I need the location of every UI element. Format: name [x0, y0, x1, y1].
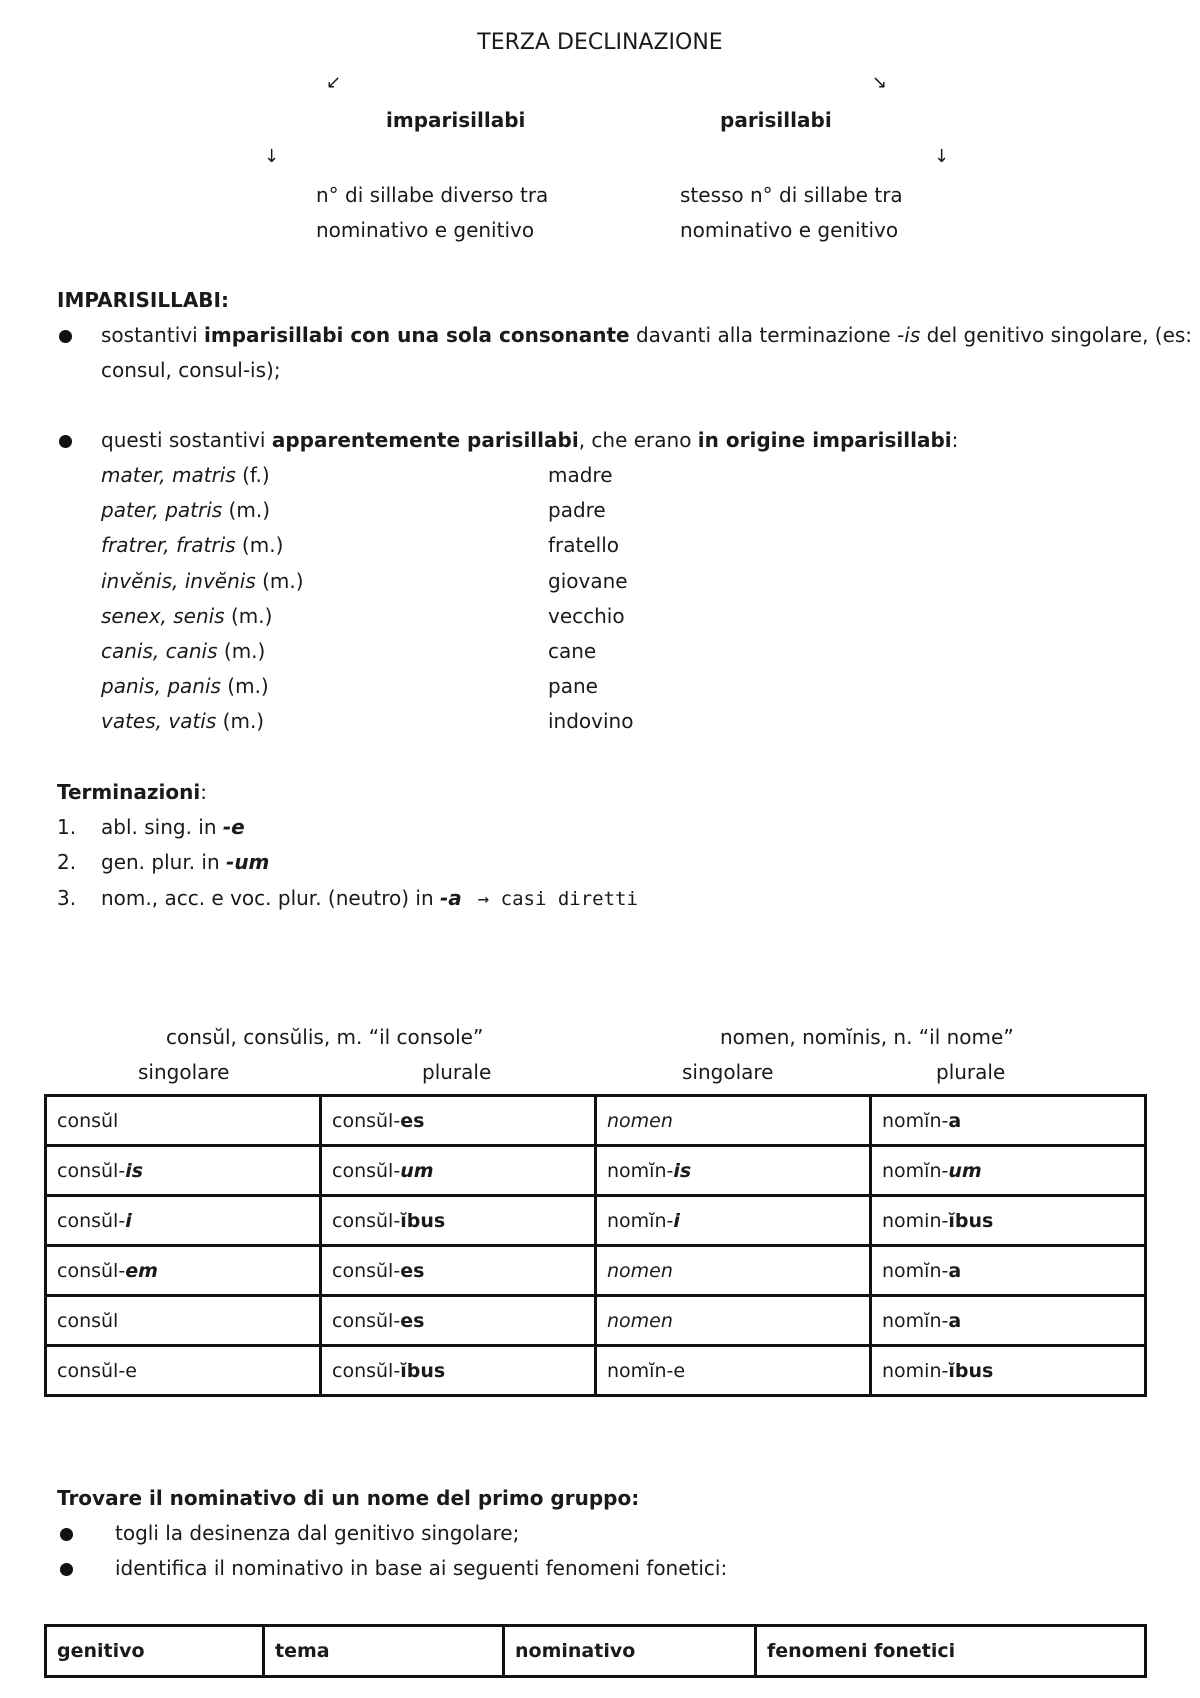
list-number: 3. [57, 886, 77, 910]
text-span: sostantivi [101, 323, 204, 347]
table-cell [46, 1196, 321, 1246]
list-number: 2. [57, 850, 77, 874]
table-cell [46, 1296, 321, 1346]
table-row [46, 1346, 1146, 1396]
word-ending: em [125, 1259, 158, 1282]
word-stem: nomĭn- [882, 1159, 949, 1182]
text-span: davanti alla terminazione [629, 323, 898, 347]
list-number: 1. [57, 815, 77, 839]
bold-span: imparisillabi con una sola consonante [204, 323, 630, 347]
text-span: questi sostantivi [101, 428, 272, 452]
word-entry [101, 463, 270, 487]
word-stem: nomĭn- [607, 1209, 674, 1232]
word-entry [101, 604, 272, 628]
latin-word: vates, vatis [101, 709, 217, 733]
word-entry [101, 498, 270, 522]
table-cell [596, 1096, 871, 1146]
section-heading-trovare: Trovare il nominativo di un nome del primo gruppo: [57, 1486, 640, 1510]
table-row [46, 1296, 1146, 1346]
word-ending: ĭbus [400, 1209, 446, 1232]
table-cell [871, 1296, 1146, 1346]
bullet-icon [59, 330, 72, 343]
word-stem: nomĭn- [607, 1159, 674, 1182]
table-cell [871, 1096, 1146, 1146]
word-meaning: madre [548, 463, 613, 487]
gender-label: (m.) [235, 533, 284, 557]
table-cell [596, 1246, 871, 1296]
ending-span: -a [439, 886, 462, 910]
word-ending: a [948, 1259, 962, 1282]
parisillabi-description-line1: stesso n° di sillabe tra [680, 183, 903, 207]
ending-span: -e [222, 815, 245, 839]
bold-span: apparentemente parisillabi [271, 428, 579, 452]
table-cell [596, 1196, 871, 1246]
terminazione-item [101, 850, 269, 874]
latin-word: fratrer, fratris [101, 533, 236, 557]
word-stem: nomen [607, 1309, 673, 1332]
table-row [46, 1196, 1146, 1246]
word-ending: ĭbus [400, 1359, 446, 1382]
word-ending: a [948, 1309, 962, 1332]
table-cell [596, 1296, 871, 1346]
text-span: del genitivo singolare, (es: [920, 323, 1193, 347]
header-cell-fenomeni: fenomeni fonetici [756, 1626, 1146, 1677]
word-entry [101, 569, 304, 593]
word-ending: i [673, 1209, 680, 1232]
arrow-down-icon: ↓ [934, 146, 950, 167]
header-cell-tema: tema [264, 1626, 504, 1677]
word-stem: nomin- [882, 1359, 949, 1382]
table-cell [46, 1346, 321, 1396]
word-entry [101, 639, 265, 663]
table-cell [596, 1346, 871, 1396]
word-stem: consŭl- [57, 1359, 126, 1382]
column-label: plurale [422, 1060, 492, 1084]
table-cell [46, 1246, 321, 1296]
bullet-text-imparisillabi [101, 323, 1192, 347]
gender-label: (m.) [222, 498, 271, 522]
word-stem: consŭl- [332, 1359, 401, 1382]
annotation-span: → casi diretti [477, 888, 638, 910]
table-cell [46, 1146, 321, 1196]
word-stem: consŭl [57, 1309, 119, 1332]
word-stem: consŭl- [332, 1209, 401, 1232]
word-ending: is [673, 1159, 692, 1182]
table-row [46, 1146, 1146, 1196]
word-stem: nomĭn- [882, 1309, 949, 1332]
table-cell [46, 1096, 321, 1146]
word-ending: um [948, 1159, 982, 1182]
word-ending: ĭbus [948, 1359, 994, 1382]
word-ending: a [948, 1109, 962, 1132]
word-stem: consŭl [57, 1109, 119, 1132]
section-heading-terminazioni [57, 780, 207, 804]
word-stem: nomen [607, 1259, 673, 1282]
header-cell-genitivo: genitivo [46, 1626, 264, 1677]
word-stem: consŭl- [57, 1259, 126, 1282]
arrow-down-right-icon: ↘ [872, 72, 888, 93]
trovare-step: identifica il nominativo in base ai seguenti fenomeni fonetici: [115, 1556, 728, 1580]
trovare-step: togli la desinenza dal genitivo singolare; [115, 1521, 520, 1545]
column-label: plurale [936, 1060, 1006, 1084]
word-stem: nomen [607, 1109, 673, 1132]
imparisillabi-description-line2: nominativo e genitivo [316, 218, 535, 242]
section-heading-imparisillabi: IMPARISILLABI: [57, 288, 229, 312]
header-cell-nominativo: nominativo [504, 1626, 756, 1677]
word-entry [101, 533, 283, 557]
table-cell [871, 1146, 1146, 1196]
latin-word: senex, senis [101, 604, 225, 628]
word-meaning: pane [548, 674, 598, 698]
text-span: nom., acc. e voc. plur. (neutro) in [101, 886, 440, 910]
gender-label: (m.) [216, 709, 265, 733]
nomen-title: nomen, nomĭnis, n. “il nome” [720, 1025, 1014, 1049]
word-meaning: fratello [548, 533, 620, 557]
table-cell [871, 1196, 1146, 1246]
latin-word: panis, panis [101, 674, 221, 698]
terminazione-item [101, 886, 638, 910]
word-stem: consŭl- [332, 1109, 401, 1132]
table-row [46, 1096, 1146, 1146]
word-stem: nomĭn- [882, 1259, 949, 1282]
consul-title: consŭl, consŭlis, m. “il console” [166, 1025, 484, 1049]
word-entry [101, 709, 264, 733]
word-ending: e [673, 1359, 686, 1382]
terminazione-item [101, 815, 245, 839]
word-meaning: giovane [548, 569, 628, 593]
bullet-text-apparenti [101, 428, 958, 452]
word-meaning: indovino [548, 709, 634, 733]
latin-word: invĕnis, invĕnis [101, 569, 256, 593]
table-cell [871, 1246, 1146, 1296]
table-cell [321, 1196, 596, 1246]
word-stem: consŭl- [332, 1259, 401, 1282]
text-span: : [951, 428, 959, 452]
word-ending: ĭbus [948, 1209, 994, 1232]
table-cell [321, 1346, 596, 1396]
word-entry [101, 674, 269, 698]
word-ending: is [125, 1159, 144, 1182]
text-span: gen. plur. in [101, 850, 227, 874]
branch-imparisillabi: imparisillabi [386, 108, 526, 132]
bullet-icon [60, 1528, 73, 1541]
word-meaning: cane [548, 639, 597, 663]
imparisillabi-description-line1: n° di sillabe diverso tra [316, 183, 549, 207]
word-stem: nomĭn- [882, 1109, 949, 1132]
bold-span: in origine imparisillabi [697, 428, 952, 452]
ending-span: -um [226, 850, 270, 874]
page-title: TERZA DECLINAZIONE [477, 30, 723, 55]
latin-word: canis, canis [101, 639, 218, 663]
column-label: singolare [682, 1060, 774, 1084]
bold-span: Terminazioni [57, 780, 201, 804]
table-header-row [46, 1626, 1146, 1677]
table-cell [596, 1146, 871, 1196]
bullet-icon [59, 435, 72, 448]
table-cell [321, 1296, 596, 1346]
word-meaning: padre [548, 498, 606, 522]
arrow-down-icon: ↓ [264, 146, 280, 167]
gender-label: (m.) [224, 604, 273, 628]
text-span: : [200, 780, 207, 804]
gender-label: (f.) [235, 463, 270, 487]
word-stem: consŭl- [332, 1159, 401, 1182]
text-span: , che erano [578, 428, 698, 452]
word-ending: e [125, 1359, 137, 1382]
fenomeni-table [44, 1624, 1147, 1678]
word-stem: nomin- [882, 1209, 949, 1232]
bullet-text-example: consul, consul-is); [101, 358, 281, 382]
table-cell [321, 1246, 596, 1296]
table-cell [321, 1146, 596, 1196]
word-stem: consŭl- [332, 1309, 401, 1332]
table-row [46, 1246, 1146, 1296]
word-stem: consŭl- [57, 1159, 126, 1182]
parisillabi-description-line2: nominativo e genitivo [680, 218, 899, 242]
word-stem: consŭl- [57, 1209, 126, 1232]
gender-label: (m.) [255, 569, 304, 593]
word-ending: es [400, 1309, 425, 1332]
latin-word: mater, matris [101, 463, 236, 487]
column-label: singolare [138, 1060, 230, 1084]
word-stem: nomĭn- [607, 1359, 674, 1382]
bullet-icon [60, 1563, 73, 1576]
arrow-down-left-icon: ↙ [326, 72, 342, 93]
text-span: abl. sing. in [101, 815, 223, 839]
word-ending: es [400, 1259, 425, 1282]
gender-label: (m.) [220, 674, 269, 698]
word-ending: i [125, 1209, 132, 1232]
word-ending: es [400, 1109, 425, 1132]
gender-label: (m.) [217, 639, 266, 663]
table-cell [871, 1346, 1146, 1396]
word-meaning: vecchio [548, 604, 625, 628]
word-ending: um [400, 1159, 434, 1182]
italic-span: -is [897, 323, 921, 347]
latin-word: pater, patris [101, 498, 223, 522]
table-cell [321, 1096, 596, 1146]
branch-parisillabi: parisillabi [720, 108, 832, 132]
declension-table [44, 1094, 1147, 1397]
